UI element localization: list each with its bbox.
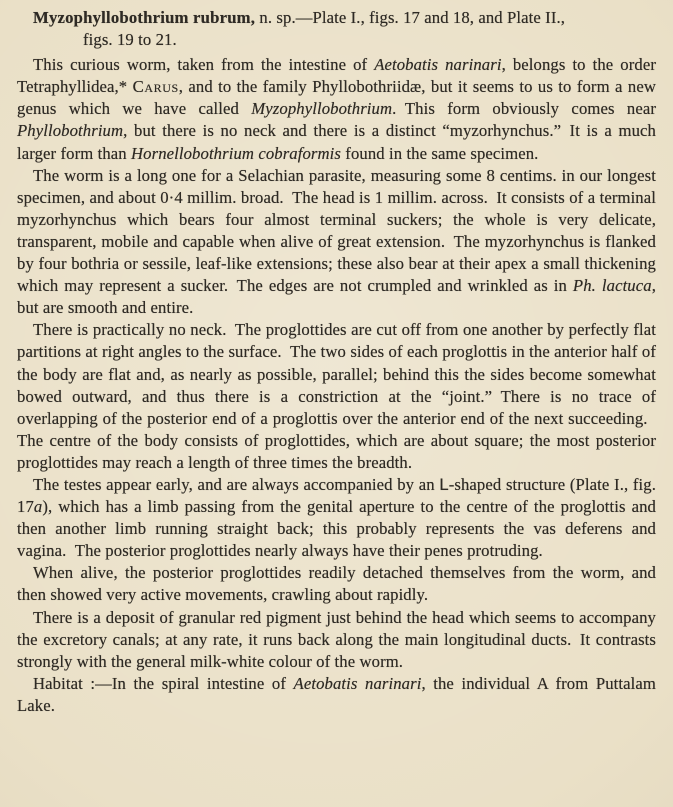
text-run: -shaped structure (Plate I., fig. 17 bbox=[17, 474, 656, 517]
text-run: . This form obviously comes near bbox=[392, 99, 656, 119]
text-run: This curious worm, taken from the intestine of bbox=[33, 55, 375, 75]
text-run: There is a deposit of granular red pigment just behind the head which seems to accompany the excretory canals; at any rate, it runs back along the main longitudinal ducts. It contrasts strongly with the general milk-white colour of the worm. bbox=[17, 607, 656, 671]
paragraph bbox=[17, 165, 656, 320]
text-run: found in the same specimen. bbox=[341, 143, 539, 163]
italic-term: a bbox=[33, 497, 43, 517]
text-run: L bbox=[439, 474, 449, 494]
italic-term: Ph. lactuca bbox=[572, 276, 652, 296]
text-run: When alive, the posterior proglottides readily detached themselves from the worm, and then showed very active movements, crawling about rapidly. bbox=[17, 563, 656, 605]
text-run: , and to the family Phyllobothriidæ, but it seems to us to form a new genus which we have called bbox=[17, 77, 656, 119]
text-run: ), which has a limb passing from the genital aperture to the centre of the proglottis and then another limb running straight back; this probably represents the vas deferens and vagina. The posterior proglottides nearly always have their penes protruding. bbox=[17, 497, 656, 561]
heading-line-1 bbox=[17, 7, 656, 29]
text-run: The worm is a long one for a Selachian parasite, measuring some 8 centims. in our longest specimen, and about 0·4 millim. broad. The head is 1 millim. across. It consists of a terminal myzorhynchus which bears four almost terminal suckers; the whole is very delicate, transparent, mobile and capable when alive of great extension. The myzorhynchus is flanked by four bothria or sessile, leaf-like extensions; these also bear at their apex a small thickening which may represent a sucker. The edges are not crumpled and wrinkled as in bbox=[17, 165, 656, 296]
text-run: , the individual A from Puttalam Lake. bbox=[17, 673, 656, 715]
text-run: , belongs to the order Tetraphyllidea,* bbox=[17, 55, 657, 97]
text-run: , but there is no neck and there is a distinct “myzorhynchus.” It is a much larger form than bbox=[17, 121, 656, 163]
paragraph bbox=[17, 319, 656, 474]
italic-term: Aetobatis narinari bbox=[374, 55, 502, 75]
species-name: Myzophyllobothrium rubrum, bbox=[33, 8, 256, 27]
text-run: , but are smooth and entire. bbox=[17, 276, 656, 318]
paragraph bbox=[17, 607, 656, 673]
italic-term: Hornellobothrium cobraformis bbox=[131, 143, 342, 163]
text-run: There is practically no neck. The proglottides are cut off from one another by perfectly flat partitions at right angles to the surface. The two sides of each proglottis in the anterior half of the body are flat and, as nearly as possible, parallel; behind this the sides become somewhat bowed outward, and thus there is a constriction at the “joint.” There is no trace of overlapping of the posterior end of a proglottis over the anterior end of the next succeeding. The centre of the body consists of proglottides, which are about square; the most posterior proglottides may reach a length of three times the breadth. bbox=[17, 320, 656, 472]
paragraph bbox=[17, 54, 656, 164]
text-run: Habitat :—In the spiral intestine of bbox=[33, 673, 294, 693]
paragraph bbox=[17, 474, 656, 562]
paragraph bbox=[17, 673, 656, 717]
heading-line-2: figs. 19 to 21. bbox=[83, 30, 177, 50]
paragraph bbox=[17, 562, 656, 606]
smallcaps-name: Carus bbox=[132, 77, 179, 97]
document-body bbox=[17, 54, 656, 717]
italic-term: Phyllobothrium bbox=[17, 121, 124, 141]
text-run: The testes appear early, and are always accompanied by an bbox=[33, 474, 440, 494]
italic-term: Aetobatis narinari bbox=[293, 673, 422, 693]
section-heading bbox=[17, 7, 656, 51]
italic-term: Myzophyllobothrium bbox=[251, 99, 393, 119]
heading-rest: n. sp.—Plate I., figs. 17 and 18, and Plate II., bbox=[255, 8, 566, 27]
